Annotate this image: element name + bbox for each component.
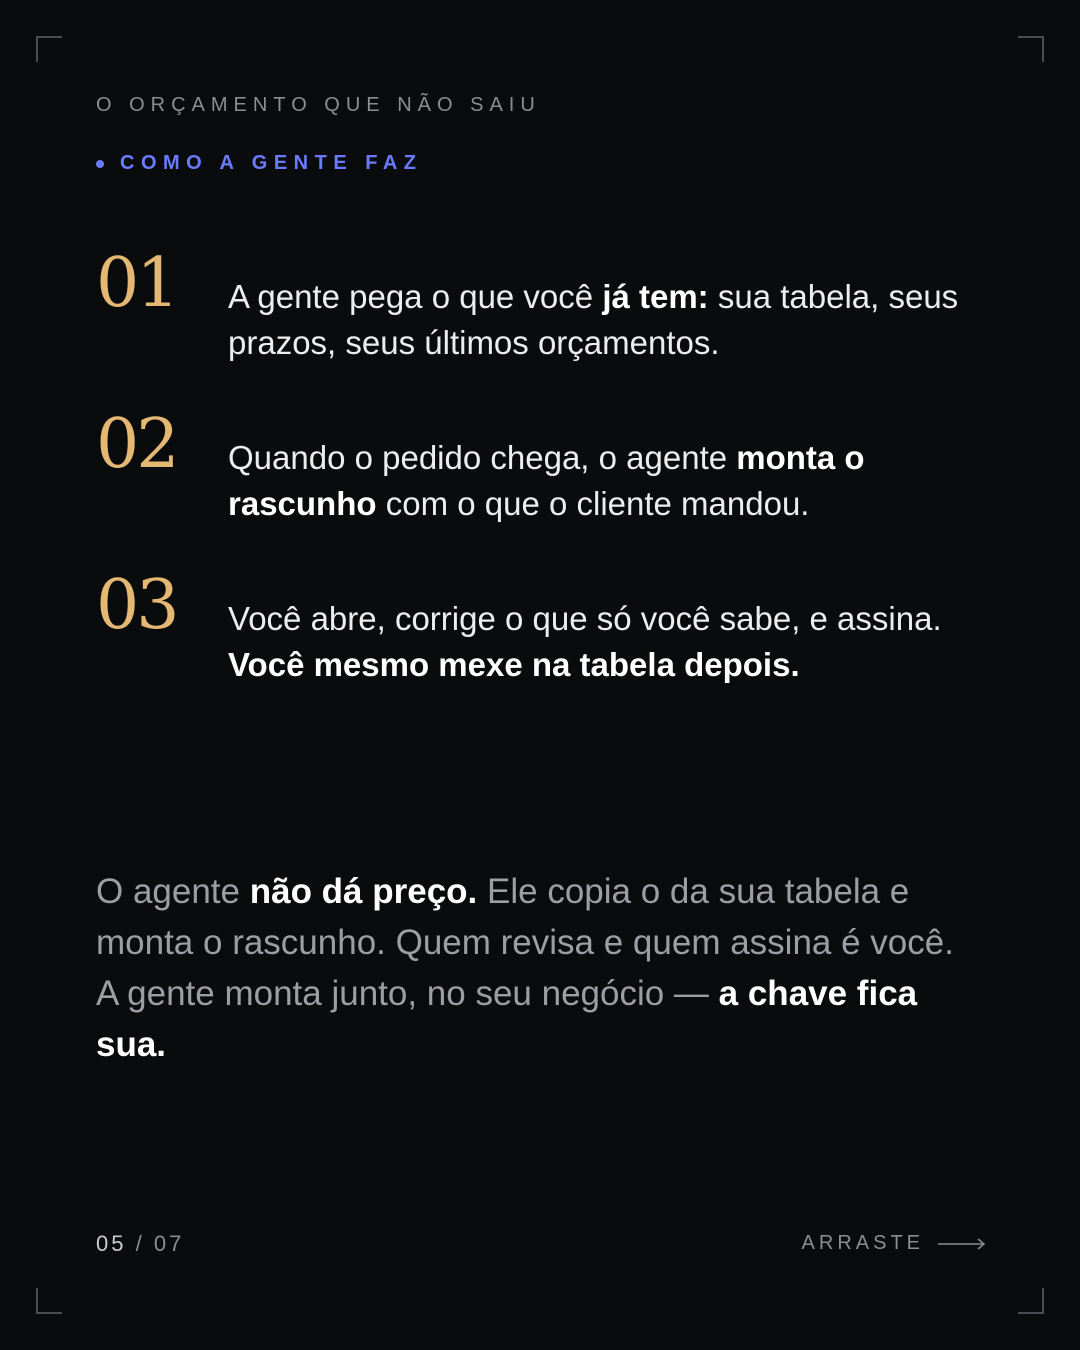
step-text-part: sua tabela, seus prazos, seus últimos orçamentos.: [228, 278, 959, 361]
step-text-part: Você abre, corrige o que só você sabe, e assina.: [228, 600, 942, 637]
note-part: O agente: [96, 872, 250, 911]
step-text: [228, 596, 988, 688]
note-emphasis: não dá preço.: [249, 872, 478, 911]
dot-icon: [96, 160, 104, 168]
section-tag: [96, 152, 423, 175]
step-text: [228, 435, 988, 527]
page-total: 07: [153, 1231, 185, 1256]
corner-mark-top-left: [36, 36, 62, 62]
step-item: [96, 405, 996, 570]
page-separator: /: [126, 1231, 154, 1256]
corner-mark-bottom-left: [36, 1288, 62, 1314]
arrow-right-icon: [938, 1237, 986, 1251]
steps-list: [96, 244, 996, 731]
step-text-part: A gente pega o que você: [228, 278, 603, 315]
note-part: Ele copia o da sua tabela e monta o rascunho. Quem revisa e quem assina é você. A gente monta junto, no seu negócio —: [96, 872, 954, 1013]
step-item: [96, 566, 996, 731]
step-text-emphasis: já tem:: [602, 278, 709, 315]
step-text-part: Quando o pedido chega, o agente: [228, 439, 737, 476]
swipe-label: ARRASTE: [801, 1232, 924, 1254]
step-number: 02: [96, 405, 177, 484]
step-number: 03: [96, 566, 177, 645]
page-current: 05: [96, 1231, 127, 1256]
step-text-part: com o que o cliente mandou.: [376, 485, 810, 522]
step-number: 01: [96, 244, 177, 323]
corner-mark-bottom-right: [1018, 1288, 1044, 1314]
eyebrow-title: O ORÇAMENTO QUE NÃO SAIU: [96, 94, 541, 116]
page-indicator: [96, 1231, 184, 1257]
step-text-emphasis: Você mesmo mexe na tabela depois.: [228, 646, 800, 683]
corner-mark-top-right: [1018, 36, 1044, 62]
swipe-hint[interactable]: [802, 1232, 986, 1255]
step-text: [228, 274, 988, 366]
section-tag-label: COMO A GENTE FAZ: [120, 152, 423, 174]
step-text-emphasis: monta o rascunho: [228, 439, 865, 522]
note-emphasis: a chave fica sua.: [96, 974, 918, 1064]
closing-note: [96, 866, 976, 1070]
step-item: [96, 244, 996, 409]
